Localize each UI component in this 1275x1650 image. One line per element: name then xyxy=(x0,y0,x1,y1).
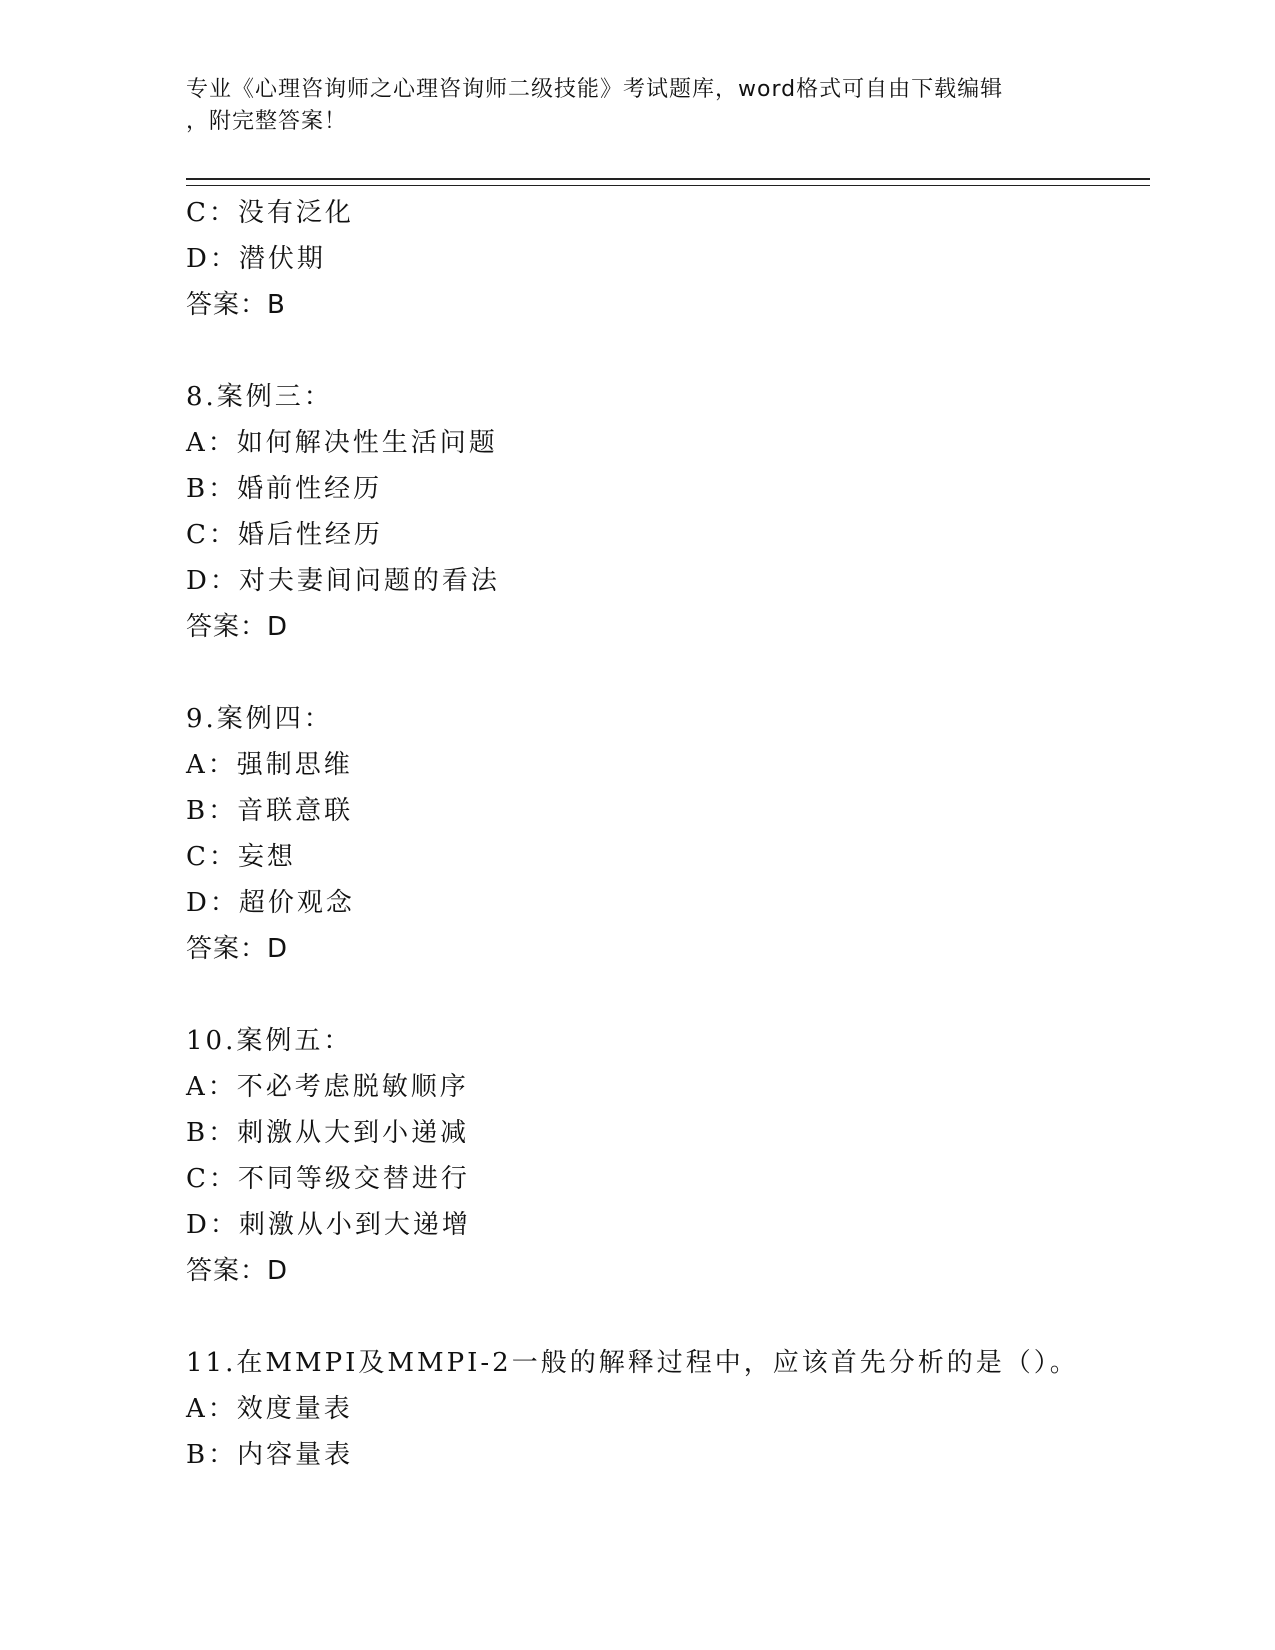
option-d: D：超价观念 xyxy=(186,888,355,918)
spacer xyxy=(186,650,1150,696)
header-divider xyxy=(186,178,1150,186)
option-c: C：没有泛化 xyxy=(186,198,354,228)
spacer xyxy=(186,972,1150,1018)
option-c: C：不同等级交替进行 xyxy=(186,1164,470,1194)
question-8 xyxy=(186,374,1150,650)
option-a: A：效度量表 xyxy=(186,1394,353,1424)
question-11 xyxy=(186,1340,1150,1478)
option-a: A：强制思维 xyxy=(186,750,353,780)
question-list xyxy=(186,190,1150,1478)
header-line-2: ，附完整答案！ xyxy=(186,109,348,134)
answer: 答案：B xyxy=(186,290,286,320)
option-c: C：妄想 xyxy=(186,842,296,872)
question-stem: 10.案例五： xyxy=(186,1026,353,1056)
option-c: C：婚后性经历 xyxy=(186,520,383,550)
option-d: D：对夫妻间问题的看法 xyxy=(186,566,500,596)
document-header xyxy=(186,74,1066,138)
option-b: B：内容量表 xyxy=(186,1440,354,1470)
spacer xyxy=(186,1294,1150,1340)
question-stem: 8.案例三： xyxy=(186,382,333,412)
question-9 xyxy=(186,696,1150,972)
option-b: B：刺激从大到小递减 xyxy=(186,1118,470,1148)
question-stem: 9.案例四： xyxy=(186,704,333,734)
answer: 答案：D xyxy=(186,934,289,964)
question-stem: 11.在MMPI及MMPI-2一般的解释过程中，应该首先分析的是（）。 xyxy=(186,1348,1079,1378)
option-b: B：婚前性经历 xyxy=(186,474,383,504)
option-d: D：潜伏期 xyxy=(186,244,326,274)
header-line-1: 专业《心理咨询师之心理咨询师二级技能》考试题库，word格式可自由下载编辑 xyxy=(186,77,1004,102)
option-d: D：刺激从小到大递增 xyxy=(186,1210,471,1240)
option-a: A：不必考虑脱敏顺序 xyxy=(186,1072,469,1102)
answer: 答案：D xyxy=(186,612,289,642)
question-7 xyxy=(186,190,1150,328)
answer: 答案：D xyxy=(186,1256,289,1286)
option-b: B：音联意联 xyxy=(186,796,354,826)
question-10 xyxy=(186,1018,1150,1294)
spacer xyxy=(186,328,1150,374)
option-a: A：如何解决性生活问题 xyxy=(186,428,498,458)
